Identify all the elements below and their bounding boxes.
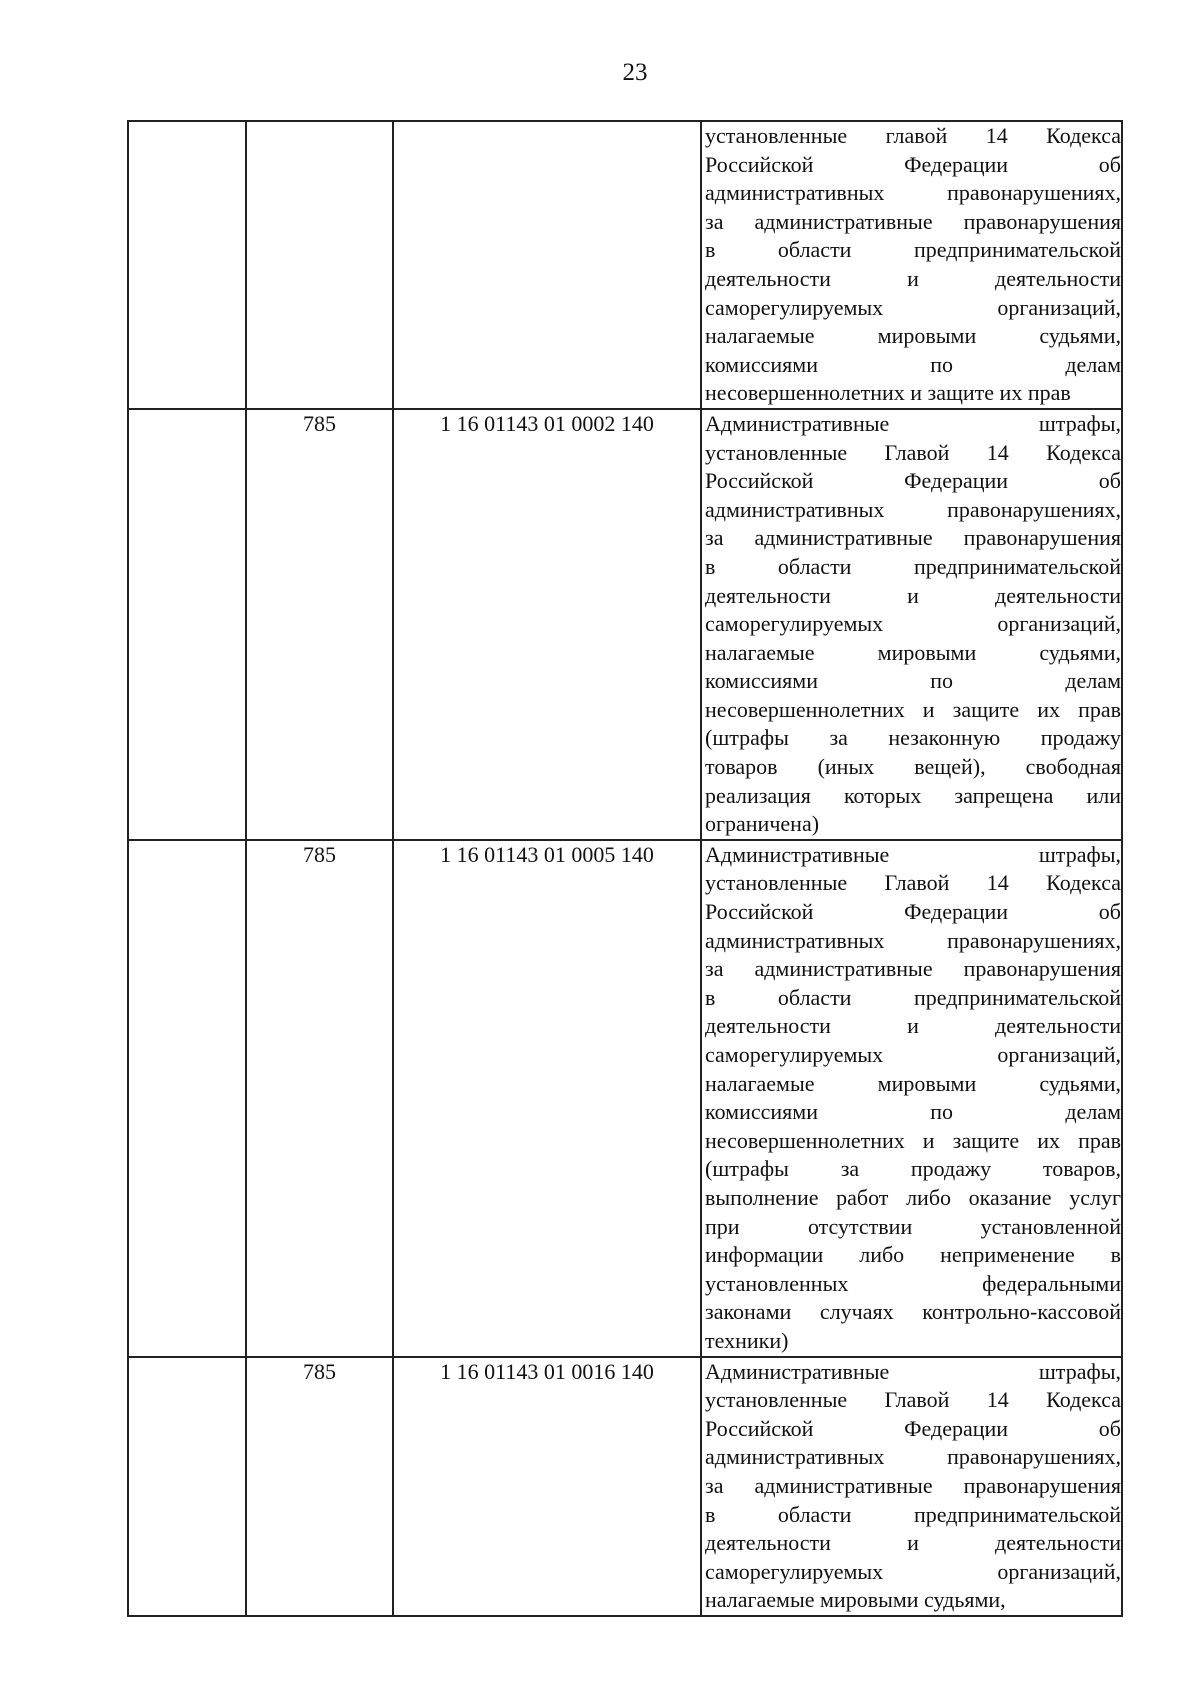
description-line: деятельности и деятельности	[705, 265, 1121, 291]
description-line: (штрафы за незаконную продажу	[705, 725, 1121, 751]
description-cell	[701, 840, 1122, 1357]
description-line: установленные Главой 14 Кодекса	[705, 439, 1121, 465]
description-line: комиссиями по делам	[705, 351, 1121, 377]
description-line: Административные штрафы,	[705, 841, 1121, 867]
description-line: несовершеннолетних и защите их прав	[705, 1127, 1121, 1153]
description-line: (штрафы за продажу товаров,	[705, 1156, 1121, 1182]
description-line: несовершеннолетних и защите их прав	[705, 696, 1121, 722]
description-line: при отсутствии установленной	[705, 1213, 1121, 1239]
description-line: саморегулируемых организаций,	[705, 294, 1121, 320]
empty-cell	[128, 121, 246, 409]
description-line: деятельности и деятельности	[705, 1530, 1121, 1556]
description-line: законами случаях контрольно-кассовой	[705, 1299, 1121, 1325]
description-line: Административные штрафы,	[705, 1358, 1121, 1384]
description-line: налагаемые мировыми судьями,	[705, 323, 1121, 349]
description-line: саморегулируемых организаций,	[705, 1558, 1121, 1584]
description-line: административных правонарушениях,	[705, 180, 1121, 206]
description-line: комиссиями по делам	[705, 1099, 1121, 1125]
description-line: саморегулируемых организаций,	[705, 1042, 1121, 1067]
description-line: установленные главой 14 Кодекса	[705, 123, 1121, 148]
kbk-code-cell: 1 16 01143 01 0002 140	[393, 409, 701, 840]
description-line: деятельности и деятельности	[705, 1013, 1121, 1039]
description-line: за административные правонарушения	[705, 1472, 1121, 1498]
kbk-code-cell	[393, 121, 701, 409]
description-line: установленные Главой 14 Кодекса	[705, 1387, 1121, 1413]
description-line: за административные правонарушения	[705, 525, 1121, 551]
description-line: несовершеннолетних и защите их прав	[705, 380, 1071, 406]
empty-cell	[128, 840, 246, 1357]
admin-code-cell	[246, 121, 393, 409]
description-line: в области предпринимательской	[705, 237, 1121, 263]
description-text	[702, 1358, 1121, 1615]
empty-cell	[128, 1357, 246, 1616]
description-line: техники)	[705, 1327, 789, 1353]
description-line: деятельности и деятельности	[705, 582, 1121, 608]
kbk-code-cell: 1 16 01143 01 0005 140	[393, 840, 701, 1357]
description-line: административных правонарушениях,	[705, 1444, 1121, 1470]
description-line: за административные правонарушения	[705, 208, 1121, 234]
description-line: налагаемые мировыми судьями,	[705, 639, 1121, 665]
page-number: 23	[622, 59, 648, 86]
description-line: комиссиями по делам	[705, 668, 1121, 694]
table-row	[128, 409, 1122, 840]
admin-code-cell: 785	[246, 840, 393, 1357]
admin-code-cell: 785	[246, 1357, 393, 1616]
description-line: установленных федеральными	[705, 1270, 1121, 1296]
kbk-code-cell: 1 16 01143 01 0016 140	[393, 1357, 701, 1616]
empty-cell	[128, 409, 246, 840]
budget-codes-table	[127, 120, 1123, 1617]
description-text	[702, 841, 1121, 1356]
table-body	[128, 121, 1122, 1616]
description-line: в области предпринимательской	[705, 553, 1121, 579]
description-text	[702, 122, 1121, 408]
description-line: налагаемые мировыми судьями,	[705, 1587, 1006, 1613]
description-line: установленные Главой 14 Кодекса	[705, 870, 1121, 896]
description-line: Российской Федерации об	[705, 468, 1121, 494]
description-line: Административные штрафы,	[705, 410, 1121, 436]
description-cell	[701, 1357, 1122, 1616]
table-row	[128, 840, 1122, 1357]
description-line: в области предпринимательской	[705, 984, 1121, 1010]
description-line: информации либо неприменение в	[705, 1242, 1121, 1268]
description-line: выполнение работ либо оказание услуг	[705, 1184, 1121, 1210]
description-line: Российской Федерации об	[705, 899, 1121, 925]
description-line: за административные правонарушения	[705, 956, 1121, 982]
description-line: Российской Федерации об	[705, 1415, 1121, 1441]
description-line: Российской Федерации об	[705, 151, 1121, 177]
description-line: административных правонарушениях,	[705, 927, 1121, 953]
description-line: товаров (иных вещей), свободная	[705, 754, 1121, 780]
description-line: реализация которых запрещена или	[705, 782, 1121, 808]
description-cell	[701, 409, 1122, 840]
description-cell	[701, 121, 1122, 409]
description-line: саморегулируемых организаций,	[705, 611, 1121, 637]
table-row	[128, 1357, 1122, 1616]
table-row	[128, 121, 1122, 409]
description-line: административных правонарушениях,	[705, 496, 1121, 522]
description-line: в области предпринимательской	[705, 1501, 1121, 1527]
admin-code-cell: 785	[246, 409, 393, 840]
description-text	[702, 410, 1121, 839]
description-line: налагаемые мировыми судьями,	[705, 1070, 1121, 1096]
description-line: ограничена)	[705, 811, 820, 837]
